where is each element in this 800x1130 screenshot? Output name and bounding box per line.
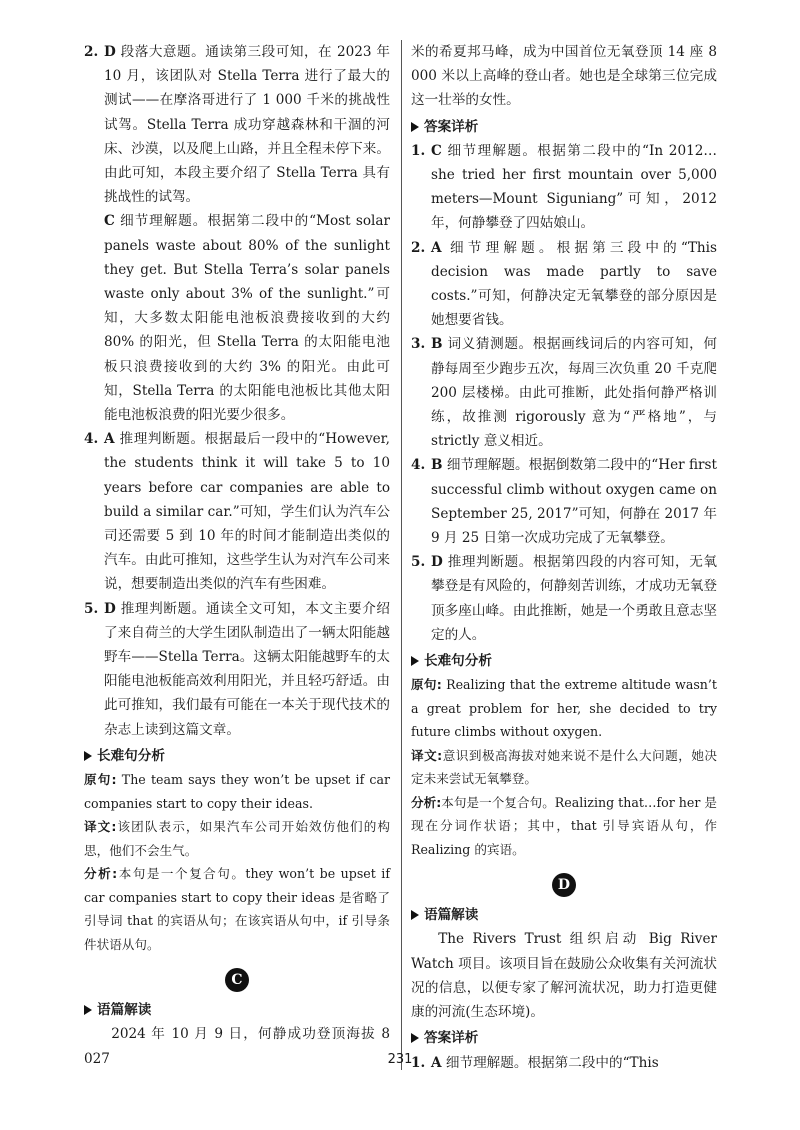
item-number: 1. xyxy=(411,142,426,159)
item-explanation: 词义猜测题。根据画线词后的内容可知，何静每周至少跑步五次，每周三次负重 20 千克爬 200 层楼梯。由此可推断，此处指何静严格训练，故推测 rigorously 意为“严格地”，与 strictly 意义相近。 xyxy=(431,336,717,450)
answer-item xyxy=(411,453,717,550)
item-explanation: 细节理解题。根据第三段中的“This decision was made partly to save costs.”可知，何静决定无氧攀登的部分原因是她想要省钱。 xyxy=(431,239,717,329)
sentence-analysis: 分析:本句是一个复合句。they won’t be upset if car companies start to copy their ideas 是省略了引导词 that 的宾语从句；在该宾语从句中，if 引导条件状语从句。 xyxy=(84,866,390,952)
item-answer-letter: D xyxy=(104,600,116,617)
right-column xyxy=(411,40,717,1075)
item-explanation: 推理判断题。根据最后一段中的“However, the students think it will take 5 to 10 years before car companies are able to build a similar car.”可知，学生们认为汽车公司还需要 5 到 10 年的时间才能制造出类似的汽车。由此可推知，这些学生认为对汽车公司来说，想要制造出类似的汽车有些困难。 xyxy=(104,431,390,593)
arrow-icon xyxy=(84,751,92,761)
answer-item xyxy=(84,597,390,742)
arrow-icon xyxy=(411,1033,419,1043)
item-number: 5. xyxy=(84,600,99,617)
item-explanation: 段落大意题。通读第三段可知，在 2023 年 10 月，该团队对 Stella Terra 进行了最大的测试——在摩洛哥进行了 1 000 千米的挑战性试驾。Stella Terra 成功穿越森林和干涸的河床、沙漠，以及爬上山路，并且全程未停下来。由此可知，本段主要介绍了 Stella Terra 具有挑战性的试驾。 xyxy=(104,44,390,206)
arrow-icon xyxy=(411,910,419,920)
item-number: 1. xyxy=(411,1054,426,1071)
section-heading: 答案详析 xyxy=(411,1026,717,1050)
answer-item xyxy=(411,139,717,236)
item-explanation: 推理判断题。通读全文可知，本文主要介绍了来自荷兰的大学生团队制造出了一辆太阳能越野车——Stella Terra。这辆太阳能越野车的太阳能电池板能高效利用阳光，并且轻巧舒适。由此可推知，我们最有可能在一本关于现代技术的杂志上读到这篇文章。 xyxy=(104,600,390,738)
item-answer-letter: A xyxy=(431,1054,442,1071)
item-answer-letter: B xyxy=(431,457,443,474)
passage-letter-icon: D xyxy=(552,873,576,897)
arrow-icon xyxy=(411,656,419,666)
item-explanation: 细节理解题。根据倒数第二段中的“Her first successful climb without oxygen came on September 25, 2017”可知，何静在 2017 年 9 月 25 日第一次成功完成了无氧攀登。 xyxy=(431,457,717,547)
translation: 译文:该团队表示，如果汽车公司开始效仿他们的构思，他们不会生气。 xyxy=(84,819,390,858)
item-answer-letter: D xyxy=(104,44,116,60)
item-answer-letter: D xyxy=(431,554,443,571)
item-explanation: 推理判断题。根据第四段的内容可知，无氧攀登是有风险的，何静刻苦训练，才成功无氧登顶多座山峰。由此推断，她是一个勇敢且意志坚定的人。 xyxy=(431,554,717,643)
left-column xyxy=(84,40,390,1071)
answer-item xyxy=(84,209,390,427)
section-heading: 答案详析 xyxy=(411,115,717,139)
passage-badge xyxy=(84,968,390,992)
reading-summary: 2024 年 10 月 9 日，何静成功登顶海拔 8 027 xyxy=(84,1026,390,1067)
answer-item xyxy=(84,40,390,209)
section-heading: 语篇解读 xyxy=(84,998,390,1022)
answer-item xyxy=(411,332,717,453)
answer-item xyxy=(411,236,717,333)
item-answer-letter: C xyxy=(431,142,442,159)
item-answer-letter: C xyxy=(104,213,115,230)
item-answer-letter: B xyxy=(431,336,443,353)
original-sentence: 原句: The team says they won’t be upset if car companies start to copy their ideas. xyxy=(84,772,391,811)
item-answer-letter: A xyxy=(431,239,442,256)
section-heading: 长难句分析 xyxy=(411,649,717,673)
item-explanation: 细节理解题。根据第二段中的“Most solar panels waste about 80% of the sunlight they get. But Stella Terra’s solar panels waste only about 3% of the sunlight.”可知，大多数太阳能电池板浪费接收到的大约 80% 的阳光，但 Stella Terra 的太阳能电池板只浪费接收到的大约 3% 的阳光。由此可知，Stella Terra 的太阳能电池板比其他太阳能电池板浪费的阳光要少很多。 xyxy=(104,213,390,424)
arrow-icon xyxy=(84,1005,92,1015)
column-divider xyxy=(401,40,402,1070)
item-answer-letter: A xyxy=(104,431,115,448)
page-number: 231 xyxy=(387,1052,413,1067)
original-sentence: 原句: Realizing that the extreme altitude wasn’t a great problem for her, she decided to try future climbs without oxygen. xyxy=(411,677,717,740)
reading-summary: The Rivers Trust 组织启动 Big River Watch 项目。该项目旨在鼓励公众收集有关河流状况的信息，以便专家了解河流状况，助力打造更健康的河流(生态环境)。 xyxy=(411,931,717,1021)
item-explanation: 细节理解题。根据第二段中的“In 2012… she tried her first mountain over 5,000 meters—Mount Siguniang”可知，2012 年，何静攀登了四姑娘山。 xyxy=(431,142,717,232)
section-heading: 长难句分析 xyxy=(84,744,390,768)
item-explanation: 细节理解题。根据第二段中的“This xyxy=(441,1054,659,1071)
answer-item xyxy=(411,550,717,647)
item-number: 2. xyxy=(411,239,426,256)
answer-item xyxy=(84,427,390,596)
item-number: 4. xyxy=(84,431,99,448)
translation: 译文:意识到极高海拔对她来说不是什么大问题，她决定未来尝试无氧攀登。 xyxy=(411,747,718,787)
passage-letter-icon: C xyxy=(225,968,249,992)
item-number: 2. xyxy=(84,44,99,60)
sentence-analysis: 分析:本句是一个复合句。Realizing that…for her 是现在分词作状语；其中，that 引导宾语从句，作 Realizing 的宾语。 xyxy=(411,794,717,857)
item-number: 5. xyxy=(411,554,426,571)
arrow-icon xyxy=(411,122,419,132)
item-number: 4. xyxy=(411,457,426,474)
section-heading: 语篇解读 xyxy=(411,903,717,927)
passage-badge xyxy=(411,873,717,897)
reading-summary-continued: 米的希夏邦马峰，成为中国首位无氧登顶 14 座 8 000 米以上高峰的登山者。她也是全球第三位完成这一壮举的女性。 xyxy=(411,44,717,109)
item-number: 3. xyxy=(411,336,426,353)
